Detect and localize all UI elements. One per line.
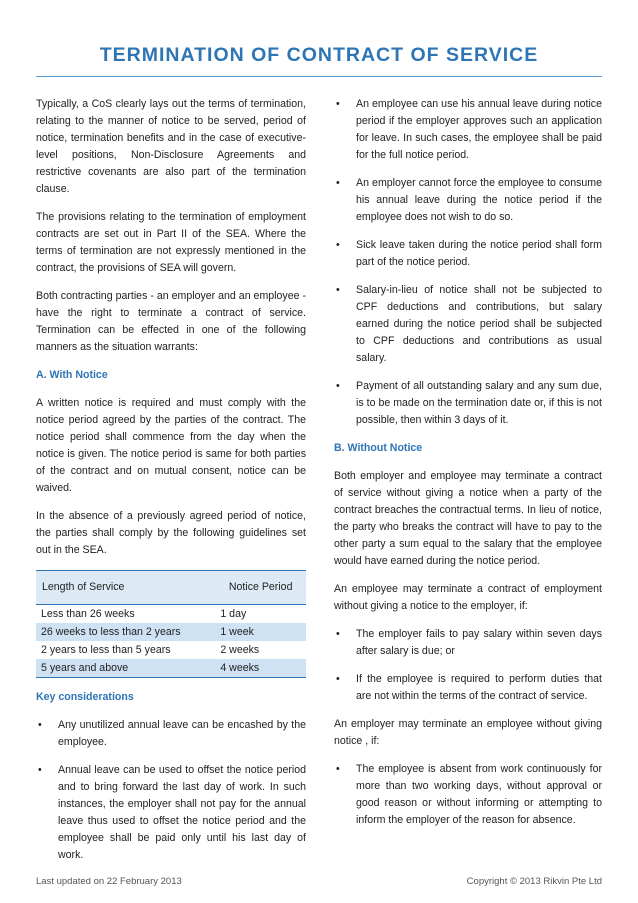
section-heading-key-considerations: Key considerations (36, 691, 134, 703)
table-cell-notice: 2 weeks (220, 644, 260, 656)
bullet-icon: • (336, 763, 340, 775)
employee-termination-paragraph: An employee may terminate a contract of employment without giving a notice to the employer, if: (334, 583, 602, 612)
list-item (334, 237, 602, 271)
list-item (334, 175, 602, 226)
list-item (334, 378, 602, 429)
bullet-icon: • (336, 673, 340, 685)
bullet-icon: • (38, 719, 42, 731)
list-item-text: The employer fails to pay salary within seven days after salary is due; or (356, 628, 602, 657)
list-item (334, 761, 602, 829)
column-header-notice-period: Notice Period (215, 571, 306, 605)
table-cell-length: 2 years to less than 5 years (41, 644, 171, 656)
table-cell-notice: 1 week (220, 626, 254, 638)
list-item-text: Salary-in-lieu of notice shall not be subjected to CPF deductions and contributions, but salary earned during the notice period shall be subjected to CPF deductions and contributions as usual salary. (356, 284, 602, 364)
page-title: TERMINATION OF CONTRACT OF SERVICE (99, 44, 539, 66)
list-item (334, 671, 602, 705)
table-row (36, 623, 306, 641)
column-header-length-of-service: Length of Service (36, 571, 215, 605)
section-heading-without-notice: B. Without Notice (334, 442, 423, 454)
intro-paragraph: Typically, a CoS clearly lays out the terms of termination, relating to the manner of notice to be served, period of notice, termination benefits and in the case of executive-level positions, Non-Disclosure Agreements and restrictive covenants are also part of the termination clause. (36, 98, 306, 195)
table-cell-notice: 4 weeks (215, 659, 306, 678)
table-header-row (36, 571, 306, 605)
list-item (334, 626, 602, 660)
table-row (36, 641, 306, 659)
list-item-text: Annual leave can be used to offset the notice period and to bring forward the last day of work. In such instances, the employer shall not pay for the annual leave thus used to offset the notice period and the employee shall be paid only until his last day of work. (58, 764, 306, 861)
right-column (334, 96, 602, 840)
table-cell-length: 26 weeks to less than 2 years (41, 626, 181, 638)
key-considerations-list (36, 717, 306, 864)
table-cell-length: Less than 26 weeks (41, 608, 135, 620)
list-item-text: Payment of all outstanding salary and any sum due, is to be made on the termination date or, if this is not possible, then within 3 days of it. (356, 380, 602, 426)
footer-last-updated: Last updated on 22 February 2013 (36, 876, 182, 887)
notice-period-table (36, 570, 306, 678)
list-item (334, 282, 602, 367)
list-item (36, 762, 306, 864)
table-cell-length: 5 years and above (36, 659, 215, 678)
table-cell-notice: 1 day (220, 608, 247, 620)
without-notice-paragraph: Both employer and employee may terminate a contract of service without giving a notice when a party of the contract breaches the contractual terms. In lieu of notice, the party who breaks the contract will have to pay to the other party a sum equal to the salary that the employee would have earned during the notice period. (334, 470, 602, 567)
list-item-text: Sick leave taken during the notice period shall form part of the notice period. (356, 239, 602, 268)
notice-considerations-list (334, 96, 602, 429)
title-divider (36, 76, 602, 77)
list-item-text: An employee can use his annual leave during notice period if the employer approves such an application for leave. In such cases, the employee shall be paid for the full notice period. (356, 98, 602, 161)
list-item (334, 96, 602, 164)
employer-conditions-list (334, 761, 602, 829)
left-column (36, 96, 306, 875)
table-row (36, 659, 306, 678)
bullet-icon: • (336, 177, 340, 189)
list-item-text: If the employee is required to perform duties that are not within the terms of the contract of service. (356, 673, 602, 702)
with-notice-paragraph: In the absence of a previously agreed period of notice, the parties shall comply by the following guidelines set out in the SEA. (36, 510, 306, 556)
intro-paragraph: Both contracting parties - an employer and an employee - have the right to terminate a contract of service. Termination can be effected in one of the following manners as the situation warrants: (36, 290, 306, 353)
list-item-text: The employee is absent from work continuously for more than two working days, without approval or good reason or without informing or attempting to inform the employer of the reason for absence. (356, 763, 602, 826)
bullet-icon: • (336, 239, 340, 251)
list-item-text: Any unutilized annual leave can be encashed by the employee. (58, 719, 306, 748)
bullet-icon: • (336, 380, 340, 392)
with-notice-paragraph: A written notice is required and must comply with the notice period agreed by the parties of the contract. The notice period shall commence from the day when the notice is given. The notice period is same for both parties of the contract and on mutual consent, notice can be waived. (36, 397, 306, 494)
list-item (36, 717, 306, 751)
footer-copyright: Copyright © 2013 Rikvin Pte Ltd (466, 876, 602, 887)
intro-paragraph: The provisions relating to the termination of employment contracts are set out in Part II of the SEA. Where the terms of termination are not expressly mentioned in the contract, the provisions of SEA will govern. (36, 211, 306, 274)
bullet-icon: • (336, 628, 340, 640)
bullet-icon: • (336, 98, 340, 110)
bullet-icon: • (38, 764, 42, 776)
employer-termination-paragraph: An employer may terminate an employee without giving notice , if: (334, 718, 602, 747)
list-item-text: An employer cannot force the employee to consume his annual leave during the notice period if the employee does not wish to do so. (356, 177, 602, 223)
section-heading-with-notice: A. With Notice (36, 369, 108, 381)
employee-conditions-list (334, 626, 602, 705)
table-row (36, 605, 306, 624)
bullet-icon: • (336, 284, 340, 296)
